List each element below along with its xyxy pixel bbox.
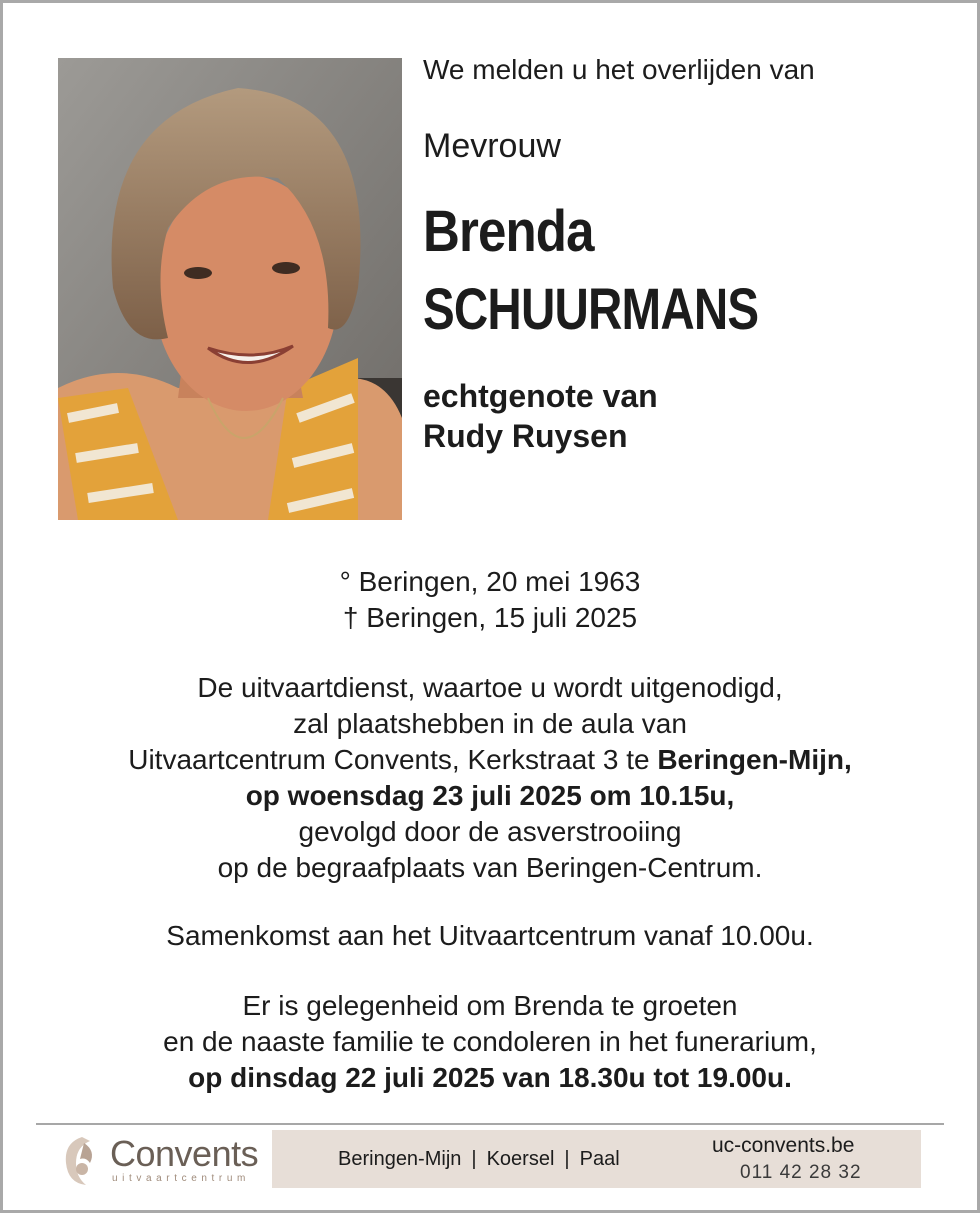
logo-subtitle: uitvaartcentrum [112,1173,250,1184]
locations-list [338,1148,620,1171]
death-line: † Beringen, 15 juli 2025 [342,602,638,633]
convents-logo [60,1133,260,1189]
spouse-name: Rudy Ruysen [423,418,628,454]
convents-logo-icon [60,1133,100,1189]
service-line: De uitvaartdienst, waartoe u wordt uitgenodigd, [197,672,783,703]
service-datetime-text: op woensdag 23 juli 2025 om 10.15u, [245,780,735,811]
footer-divider [36,1123,944,1125]
website: uc-convents.be [712,1134,855,1157]
honorific: Mevrouw [423,127,561,165]
footer-band [272,1130,921,1188]
visitation-line: en de naaste familie te condoleren in het funerarium, [163,1026,817,1057]
service-town: Beringen-Mijn, [657,744,852,775]
visitation-info [0,988,980,1096]
funeral-service-details [0,670,980,886]
visitation-datetime-text: op dinsdag 22 juli 2025 van 18.30u tot 19.00u. [188,1062,792,1093]
location-item: Beringen-Mijn [338,1148,462,1170]
service-address: Uitvaartcentrum Convents, Kerkstraat 3 te [128,744,658,775]
gathering-info: Samenkomst aan het Uitvaartcentrum vanaf 10.00u. [166,920,814,951]
birth-line: ° Beringen, 20 mei 1963 [339,566,641,597]
service-datetime [0,778,980,814]
location-separator: | [564,1148,570,1170]
location-item: Paal [579,1148,620,1170]
visitation-line: Er is gelegenheid om Brenda te groeten [242,990,738,1021]
deceased-last-name: SCHUURMANS [423,277,759,342]
portrait-photo [58,58,402,520]
location-item: Koersel [486,1148,555,1170]
deceased-first-name: Brenda [423,199,594,264]
service-line: gevolgd door de asverstrooiing [298,816,682,847]
life-dates [0,564,980,636]
service-line: op de begraafplaats van Beringen-Centrum. [217,852,763,883]
phone-number: 011 42 28 32 [740,1162,862,1183]
visitation-datetime [0,1060,980,1096]
service-line: zal plaatshebben in de aula van [293,708,687,739]
spouse-relation: echtgenote van [423,378,658,414]
location-separator: | [471,1148,477,1170]
intro-text: We melden u het overlijden van [423,54,815,85]
spouse-block [423,376,658,456]
service-location-line [0,742,980,778]
logo-name: Convents [110,1133,259,1174]
